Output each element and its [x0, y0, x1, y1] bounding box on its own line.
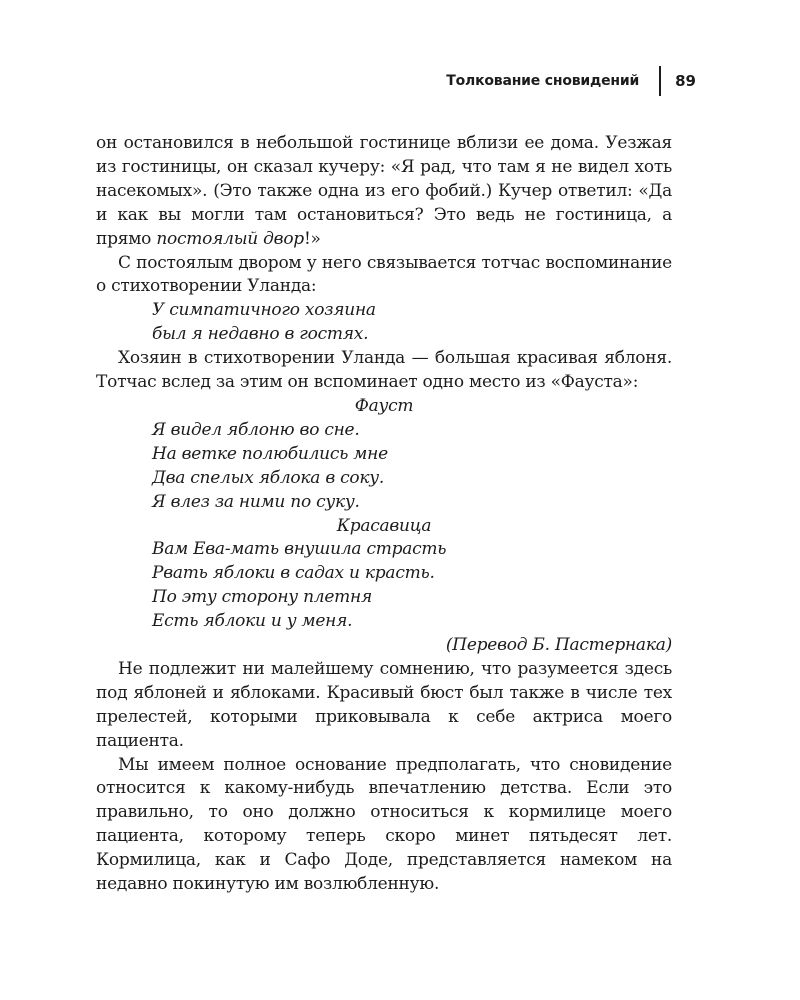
verse-beauty: [96, 538, 672, 634]
paragraph-4: Не подлежит ни малейшему сомнению, что разумеется здесь под яблоней и яблоками. Красивый бюст был также в числе тех прелестей, которыми приковывала к себе актриса моего пациента.: [96, 658, 672, 751]
running-header: [446, 64, 696, 98]
page-body: [96, 132, 672, 897]
speaker-faust: Фауст: [354, 395, 414, 416]
paragraph-1-text: он остановился в небольшой гостинице вблизи ее дома. Уезжая из гостиницы, он сказал кучеру: «Я рад, что там я не видел хоть насекомых». (Это также одна из его фобий.) Кучер ответил: «Да и как вы могли там остановиться? Это ведь не гостиница, а прямо: [96, 133, 672, 249]
verse-uhland: [96, 299, 672, 347]
verse-line: У симпатичного хозяина: [152, 300, 376, 321]
paragraph-1-emphasis: постоялый двор: [156, 228, 304, 249]
verse-line: По эту сторону плетня: [152, 587, 372, 608]
paragraph-1: [96, 132, 672, 252]
verse-line: Рвать яблоки в садах и красть.: [152, 563, 435, 584]
verse-line: был я недавно в гостях.: [152, 324, 369, 345]
verse-line: Есть яблоки и у меня.: [152, 611, 353, 632]
header-divider: [659, 66, 661, 96]
verse-line: На ветке полюбились мне: [152, 443, 388, 464]
paragraph-2: С постоялым двором у него связывается тотчас воспоминание о стихотворении Уланда:: [96, 252, 672, 297]
speaker-beauty: Красавица: [336, 515, 432, 536]
verse-line: Я влез за ними по суку.: [152, 491, 360, 512]
verse-line: Вам Ева-мать внушила страсть: [152, 539, 447, 560]
translator-credit: (Перевод Б. Пастернака): [445, 635, 672, 656]
verse-faust: [96, 419, 672, 515]
verse-line: Два спелых яблока в соку.: [152, 467, 385, 488]
page-number: 89: [675, 72, 696, 90]
running-title: Толкование сновидений: [446, 73, 640, 89]
paragraph-3: Хозяин в стихотворении Уланда — большая красивая яблоня. Тотчас вслед за этим он вспоминает одно место из «Фауста»:: [96, 348, 672, 393]
paragraph-5: Мы имеем полное основание предполагать, что сновидение относится к какому-нибудь впечатлению детства. Если это правильно, то оно должно относиться к кормилице моего пациента, которому теперь скоро минет пятьдесят лет. Кормилица, как и Сафо Доде, представляется намеком на недавно покинутую им возлюбленную.: [96, 754, 672, 895]
verse-line: Я видел яблоню во сне.: [152, 419, 360, 440]
paragraph-1-end: !»: [303, 228, 321, 249]
